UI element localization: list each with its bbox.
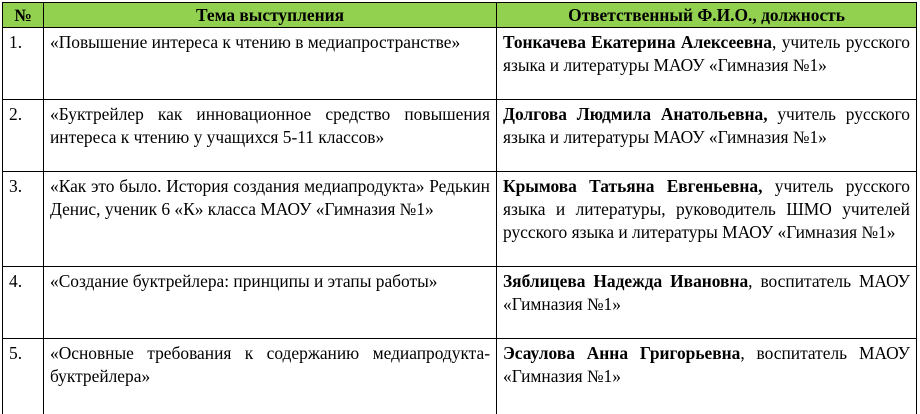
row-responsible (497, 267, 917, 339)
table-row (3, 267, 917, 339)
row-topic: «Буктрейлер как инновационное средство повышения интереса к чтению у учащихся 5-11 классов» (44, 100, 497, 172)
header-number: № (3, 3, 44, 28)
responsible-role: , воспитатель МАОУ «Гимназия №1» (503, 271, 910, 314)
row-topic: «Как это было. История создания медиапродукта» Редькин Денис, ученик 6 «К» класса МАОУ «Гимназия №1» (44, 172, 497, 267)
responsible-name: Долгова Людмила Анатольевна, (503, 104, 768, 124)
row-responsible (497, 339, 917, 414)
row-responsible (497, 100, 917, 172)
row-responsible (497, 172, 917, 267)
responsible-name: Эсаулова Анна Григорьевна (503, 343, 740, 363)
row-number: 1. (3, 28, 44, 100)
row-responsible (497, 28, 917, 100)
responsible-role: , воспитатель МАОУ «Гимназия №1» (503, 343, 910, 386)
row-number: 5. (3, 339, 44, 414)
header-responsible: Ответственный Ф.И.О., должность (497, 3, 917, 28)
responsible-name: Зяблицева Надежда Ивановна (503, 271, 748, 291)
row-number: 4. (3, 267, 44, 339)
row-topic: «Повышение интереса к чтению в медиапространстве» (44, 28, 497, 100)
table-header-row (3, 3, 917, 28)
row-topic: «Основные требования к содержанию медиапродукта-буктрейлера» (44, 339, 497, 414)
header-topic: Тема выступления (44, 3, 497, 28)
table-row (3, 28, 917, 100)
row-topic: «Создание буктрейлера: принципы и этапы работы» (44, 267, 497, 339)
responsible-name: Тонкачева Екатерина Алексеевна (503, 32, 772, 52)
responsible-role: учитель русского языка и литературы МАОУ «Гимназия №1» (503, 104, 910, 147)
responsible-role: , учитель русского языка и литературы МАОУ «Гимназия №1» (503, 32, 910, 75)
table-row (3, 172, 917, 267)
responsible-role: учитель русского языка и литературы, руководитель ШМО учителей русского языка и литературы МАОУ «Гимназия №1» (503, 176, 910, 242)
row-number: 2. (3, 100, 44, 172)
table-row (3, 100, 917, 172)
row-number: 3. (3, 172, 44, 267)
responsible-name: Крымова Татьяна Евгеньевна, (503, 176, 762, 196)
table-row (3, 339, 917, 414)
program-table (2, 2, 917, 414)
